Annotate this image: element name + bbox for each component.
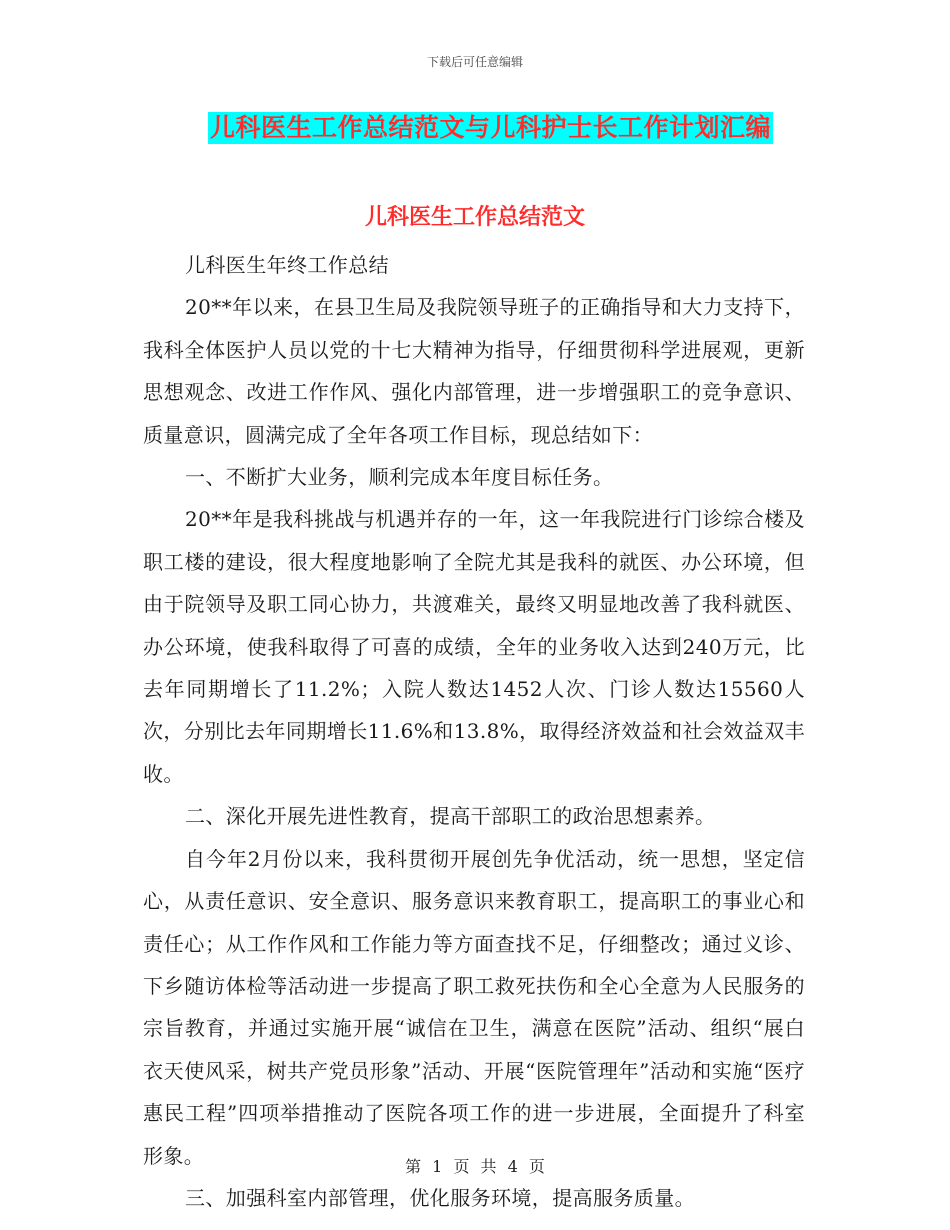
paragraph-heading-2: 二、深化开展先进性教育，提高干部职工的政治思想素养。 [185, 804, 716, 829]
document-body [143, 244, 805, 1219]
paragraph-heading-1: 一、不断扩大业务，顺利完成本年度目标任务。 [185, 465, 614, 490]
header-note: 下载后可任意编辑 [426, 55, 523, 69]
paragraph-education: 自今年2月份以来，我科贯彻开展创先争优活动，统一思想，坚定信心，从责任意识、安全意识、服务意识来教育职工，提高职工的事业心和责任心；从工作作风和工作能力等方面查找不足，仔细整改；通过义诊、下乡随访体检等活动进一步提高了职工救死扶伤和全心全意为人民服务的宗旨教育，并通过实施开展“诚信在卫生，满意在医院”活动、组织“展白衣天使风采，树共产党员形象”活动、开展“医院管理年”活动和实施“医疗惠民工程”四项举措推动了医院各项工作的进一步进展，全面提升了科室形象。 [143, 846, 805, 1168]
paragraph-business: 20**年是我科挑战与机遇并存的一年，这一年我院进行门诊综合楼及职工楼的建设，很大程度地影响了全院尤其是我科的就医、办公环境，但由于院领导及职工同心协力，共渡难关，最终又明显地改善了我科就医、办公环境，使我科取得了可喜的成绩，全年的业务收入达到240万元，比去年同期增长了11.2%；入院人数达1452人次、门诊人数达15560人次，分别比去年同期增长11.6%和13.8%，取得经济效益和社会效益双丰收。 [143, 507, 805, 786]
paragraph-intro: 20**年以来，在县卫生局及我院领导班子的正确指导和大力支持下，我科全体医护人员以党的十七大精神为指导，仔细贯彻科学进展观，更新思想观念、改进工作作风、强化内部管理，进一步增强职工的竞争意识、质量意识，圆满完成了全年各项工作目标，现总结如下： [143, 295, 805, 447]
paragraph-heading-3: 三、加强科室内部管理，优化服务环境，提高服务质量。 [185, 1185, 695, 1210]
section-title: 儿科医生工作总结范文 [364, 204, 585, 230]
paragraph-subtitle: 儿科医生年终工作总结 [185, 253, 389, 277]
document-main-title: 儿科医生工作总结范文与儿科护士长工作计划汇编 [210, 113, 772, 142]
page-number-footer: 第 1 页 共 4 页 [405, 1157, 545, 1176]
